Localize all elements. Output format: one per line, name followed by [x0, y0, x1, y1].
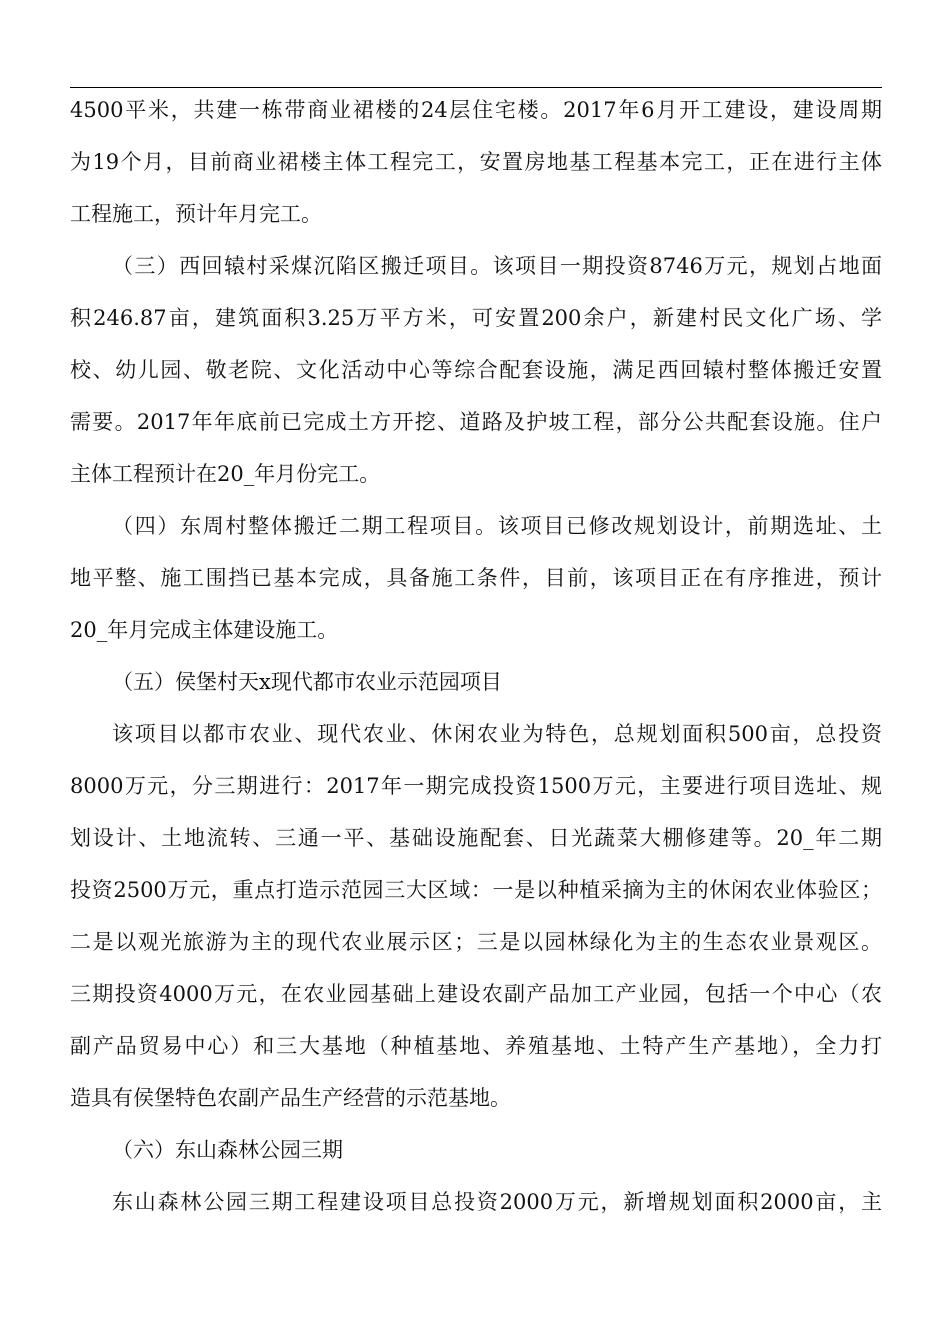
text-line: 4500平米，共建一栋带商业裙楼的24层住宅楼。2017年6月开工建设，建设周期: [70, 98, 882, 122]
paragraph-first-line: 该项目以都市农业、现代农业、休闲农业为特色，总规划面积500亩，总投资: [112, 722, 882, 746]
text-line: 副产品贸易中心）和三大基地（种植基地、养殖基地、土特产生产基地），全力打: [70, 1034, 882, 1058]
paragraph-first-line: 东山森林公园三期工程建设项目总投资2000万元，新增规划面积2000亩，主: [112, 1190, 882, 1214]
text-line: 需要。2017年年底前已完成土方开挖、道路及护坡工程，部分公共配套设施。住户: [70, 410, 882, 434]
text-line: 三期投资4000万元，在农业园基础上建设农副产品加工产业园，包括一个中心（农: [70, 982, 882, 1006]
section-heading-6: （六）东山森林公园三期: [112, 1138, 343, 1162]
header-rule: [70, 87, 882, 88]
text-line: 划设计、土地流转、三通一平、基础设施配套、日光蔬菜大棚修建等。20_年二期: [70, 826, 882, 850]
text-line: 8000万元，分三期进行：2017年一期完成投资1500万元，主要进行项目选址、规: [70, 774, 882, 798]
text-line: 造具有侯堡特色农副产品生产经营的示范基地。: [70, 1086, 511, 1110]
text-line: 主体工程预计在20_年月份完工。: [70, 462, 381, 486]
section-heading-5: （五）侯堡村天x现代都市农业示范园项目: [112, 670, 502, 694]
section-heading-4: （四）东周村整体搬迁二期工程项目。该项目已修改规划设计，前期选址、土: [112, 514, 882, 538]
text-line: 为19个月，目前商业裙楼主体工程完工，安置房地基工程基本完工，正在进行主体: [70, 150, 882, 174]
text-line: 积246.87亩，建筑面积3.25万平方米，可安置200余户，新建村民文化广场、学: [70, 306, 882, 330]
text-line: 二是以观光旅游为主的现代农业展示区；三是以园林绿化为主的生态农业景观区。: [70, 930, 882, 954]
text-line: 投资2500万元，重点打造示范园三大区域：一是以种植采摘为主的休闲农业体验区；: [70, 878, 882, 902]
section-heading-3: （三）西回辕村采煤沉陷区搬迁项目。该项目一期投资8746万元，规划占地面: [112, 254, 882, 278]
text-line: 校、幼儿园、敬老院、文化活动中心等综合配套设施，满足西回辕村整体搬迁安置: [70, 358, 882, 382]
text-line: 20_年月完成主体建设施工。: [70, 618, 339, 642]
text-line: 地平整、施工围挡已基本完成，具备施工条件，目前，该项目正在有序推进，预计: [70, 566, 882, 590]
text-line: 工程施工，预计年月完工。: [70, 202, 322, 226]
